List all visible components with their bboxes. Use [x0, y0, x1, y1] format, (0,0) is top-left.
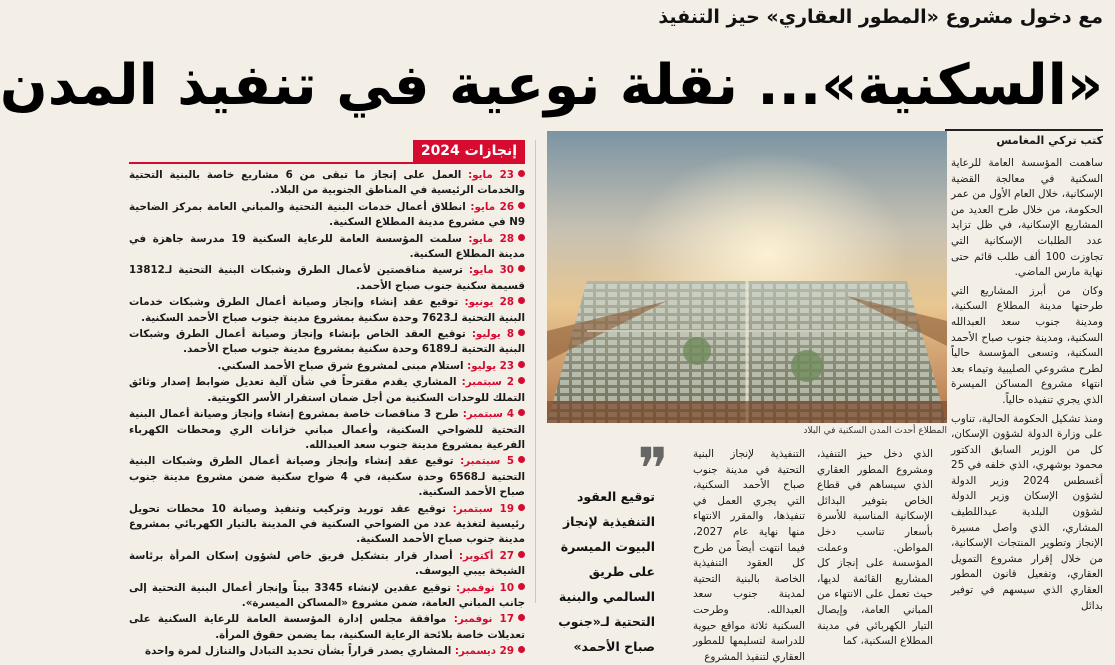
achievement-item	[129, 407, 525, 453]
achievement-text: استلام مبنى لمشروع شرق صباح الأحمد السكني.	[217, 359, 468, 372]
achievement-date: 2 سبتمبر:	[461, 376, 514, 389]
achievement-date: 17 نوفمبر:	[453, 613, 515, 626]
achievement-text: توقيع عقدين لإنشاء 3345 بيتاً وإنجاز أعمال البنية التحتية إلى جانب المباني العامة، ضمن مشروع «المساكن الميسرة».	[129, 581, 525, 609]
achievement-item	[129, 612, 525, 643]
achievement-date: 19 سبتمبر:	[452, 502, 514, 515]
headline: «السكنية»... نقلة نوعية في تنفيذ المدن	[0, 53, 1103, 118]
achievements-box	[129, 140, 525, 658]
achievements-list	[129, 168, 525, 660]
achievement-item	[129, 200, 525, 231]
achievements-title: إنجازات 2024	[413, 140, 525, 162]
bullet-icon	[518, 361, 525, 368]
paragraph: ومنذ تشكيل الحكومة الحالية، تناوب على وزارة الدولة لشؤون الإسكان، كل من الوزير السابق الدكتور محمود بوشهري، الذي خلفه في 25 أغسطس 2024 وزير الدولة لشؤون الإسكان وزير الدولة لشؤون البلدية عبداللطيف المشاري، الذي واصل مسيرة الإنجاز وتطوير المنتجات الإسكانية، من خلال إقرار مشروع التمويل العقاري، وتفعيل قانون المطور العقاري الذي سيسهم في توفير بدائل	[951, 412, 1103, 612]
achievement-text: أصدار قرار بتشكيل فريق خاص لشؤون إسكان المرأة برئاسة الشيخة بيبي اليوسف.	[129, 549, 525, 578]
achievement-date: 30 مايو:	[468, 264, 514, 277]
bullet-icon	[518, 170, 525, 177]
achievement-item	[129, 549, 525, 580]
achievement-date: 26 مايو:	[470, 200, 514, 213]
achievement-text: ترسية مناقصتين لأعمال الطرق وشبكات البنية التحتية لـ13812 قسيمة سكنية جنوب صباح الأحمد.	[129, 264, 525, 292]
achievement-date: 4 سبتمبر:	[462, 408, 515, 421]
bullet-icon	[518, 583, 525, 590]
achievement-date: 28 يونيو:	[464, 296, 514, 309]
achievement-item	[129, 168, 525, 199]
article-column-middle-left: التنفيذية لإنجاز البنية التحتية في مدينة جنوب صباح الأحمد السكنية، التي يجري العمل في تنفيذها، والمقرر الانتهاء منها نهاية عام 2027، فيما انتهت أيضاً من طرح كل العقود التنفيذية الخاصة بالبنية التحتية لمدينة جنوب سعد العبدالله. وطرحت السكنية ثلاثة مواقع حيوية للدراسة لتسليمها للمطور العقاري لتنفيذ المشروع	[693, 448, 805, 663]
achievement-item	[129, 375, 525, 406]
achievement-item	[129, 454, 525, 500]
achievement-item	[129, 644, 525, 659]
achievement-item	[129, 263, 525, 294]
pull-quote: توقيع العقود التنفيذية لإنجاز البيوت الميسرة على طريق السالمي والبنية التحتية لـ«جنوب صباح الأحمد»	[558, 489, 655, 654]
bullet-icon	[518, 614, 525, 621]
paragraph: ساهمت المؤسسة العامة للرعاية السكنية في معالجة القضية الإسكانية، خلال العام الأول من عمر الحكومة، من خلال طرح العديد من المشاريع الإسكانية، في ظل تزايد عدد الطلبات الإسكانية التي تجاوزت 100 ألف طلب قائم حتى نهاية مارس الماضي.	[951, 157, 1104, 279]
bullet-icon	[518, 297, 525, 304]
achievements-rule	[129, 162, 525, 164]
achievement-date: 23 يوليو:	[467, 359, 514, 372]
bullet-icon	[518, 202, 525, 209]
achievement-text: سلمت المؤسسة العامة للرعاية السكنية 19 مدرسة جاهزة في مدينة المطلاع السكنية.	[129, 232, 525, 261]
bullet-icon	[518, 377, 525, 384]
achievement-date: 23 مايو:	[468, 169, 514, 181]
achievement-text: توقيع عقد إنشاء وإنجاز وصيانة أعمال الطرق وشبكات البنية التحتية لـ6568 وحدة سكنية، في 4 ضواح سكنية ضمن مشروع مدينة جنوب صباح الأحمد السكنية.	[129, 455, 525, 499]
bullet-icon	[518, 551, 525, 558]
achievement-text: توقيع عقد توريد وتركيب وتنفيذ وصيانة 10 محطات تحويل رئيسية لتغذية عدد من الضواحي السكنية في المدينة بالتيار الكهربائي بمشروع مدينة جنوب صباح الأحمد السكنية.	[129, 502, 525, 546]
bullet-icon	[518, 329, 525, 336]
bullet-icon	[518, 456, 525, 463]
photo-illustration	[547, 131, 947, 423]
achievement-date: 5 سبتمبر:	[460, 455, 514, 468]
achievement-item	[129, 359, 525, 374]
achievement-item	[129, 502, 525, 548]
achievement-text: المشاري يصدر قراراً بشأن تحديد التبادل والتنازل لمرة واحدة	[145, 645, 455, 658]
article-column-middle-right: الذي دخل حيز التنفيذ، ومشروع المطور العقاري الذي سيساهم في قطاع الخاص بتوفير البدائل الإسكانية المناسبة للأسرة بأسعار تناسب دخل المواطن. وعملت المؤسسة على إنجاز كل المشاريع القائمة لديها، حيث تعمل على الانتهاء من المباني العامة، وإيصال التيار الكهربائي في مدينة المطلاع السكنية، كما	[817, 448, 933, 648]
paragraph: وكان من أبرز المشاريع التي طرحتها مدينة المطلاع السكنية، ومدينة جنوب سعد العبدالله السكنية، ومدينة جنوب صباح الأحمد السكنية، وتسعى المؤسسة حالياً لطرح مشروعي الصليبية وتيماء بعد انتهاء مشروع المساكن الميسرة الذي يجري تنفيذه حالياً.	[951, 284, 1103, 406]
bullet-icon	[518, 409, 525, 416]
photo-caption: المطلاع أحدث المدن السكنية في البلاد	[803, 426, 947, 436]
achievement-item	[129, 581, 525, 612]
city-aerial-photo	[547, 131, 947, 423]
bullet-icon	[518, 504, 525, 511]
bullet-icon	[518, 234, 525, 241]
quote-mark-icon: ❞	[637, 435, 669, 503]
achievement-date: 8 يوليو:	[471, 328, 514, 341]
bullet-icon	[518, 265, 525, 272]
column-divider	[535, 140, 536, 603]
achievement-text: العمل على إنجاز ما تبقى من 6 مشاريع خاصة بالبنية التحتية والخدمات الرئيسية في المناطق الجنوبية من البلاد.	[129, 169, 525, 197]
achievement-date: 29 ديسمبر:	[454, 645, 514, 658]
achievement-date: 10 نوفمبر:	[455, 581, 515, 594]
achievement-text: انطلاق أعمال خدمات البنية التحتية والمباني العامة بمركز الضاحية N9 في مشروع مدينة المطلاع السكنية.	[129, 200, 525, 229]
achievement-text: توقيع عقد إنشاء وإنجاز وصيانة أعمال الطرق وشبكات خدمات البنية التحتية لـ7623 وحدة سكنية بمشروع مدينة جنوب صباح الأحمد السكنية.	[129, 296, 525, 324]
achievement-text: موافقة مجلس إدارة المؤسسة العامة للرعاية السكنية على تعديلات خاصة بلائحة الرعاية السكنية، بما يضمن حقوق المرأة.	[129, 613, 525, 641]
achievement-date: 28 مايو:	[468, 232, 514, 245]
achievement-date: 27 أكتوبر:	[458, 549, 514, 562]
achievement-item	[129, 295, 525, 326]
article-column-right	[951, 156, 1104, 612]
achievement-text: توقيع العقد الخاص بإنشاء وإنجاز وصيانة أعمال الطرق وشبكات البنية التحتية لـ6189 وحدة سكنية بمشروع مدينة جنوب صباح الأحمد.	[129, 328, 525, 356]
bullet-icon	[518, 646, 525, 653]
achievement-item	[129, 232, 525, 263]
kicker-title: مع دخول مشروع «المطور العقاري» حيز التنفيذ	[658, 6, 1103, 28]
byline: كتب تركي المغامس	[945, 129, 1103, 149]
achievement-item	[129, 327, 525, 358]
achievement-text: المشاري يقدم مقترحاً في شأن آلية تعديل ضوابط إصدار وثائق التملك للوحدات السكنية من أجل ضمان استقرار الأسر الكويتية.	[129, 376, 525, 404]
achievement-text: طرح 3 مناقصات خاصة بمشروع إنشاء وإنجاز وصيانة أعمال البنية التحتية للضواحي السكنية، وأعمال مباني خزانات الري ومحطات الكهرباء الفرعية بمشروع مدينة جنوب سعد العبدالله.	[129, 408, 525, 451]
